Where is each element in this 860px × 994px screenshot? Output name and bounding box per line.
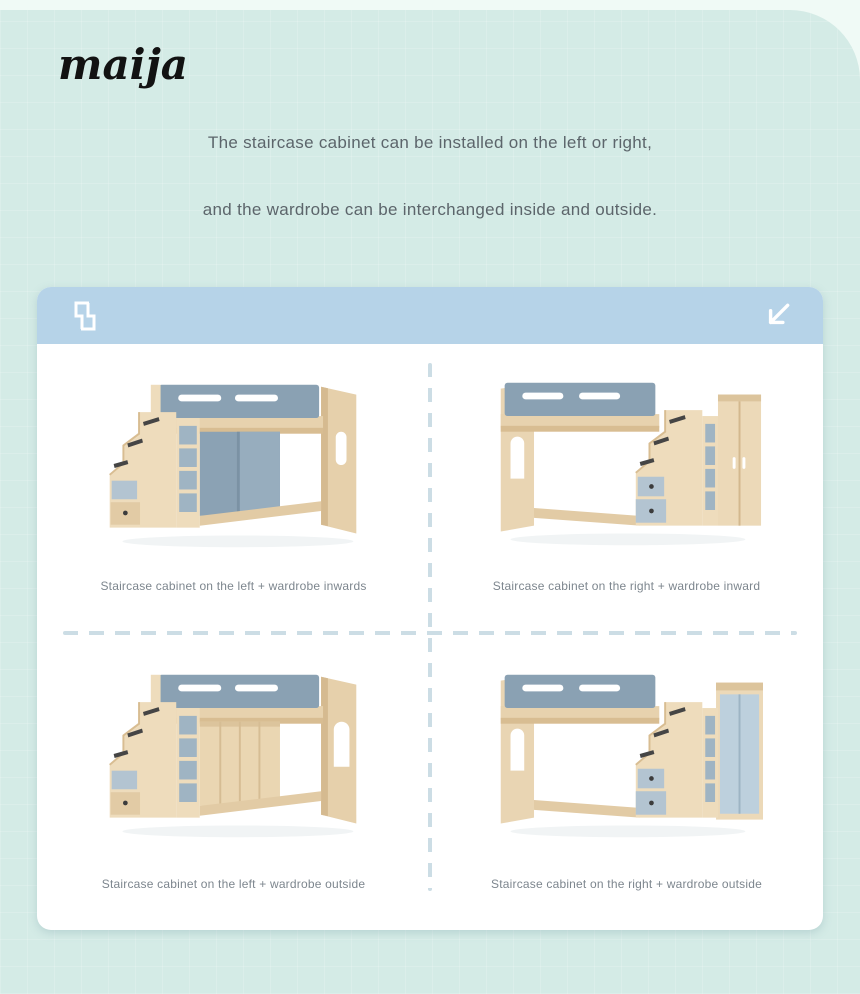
- horizontal-divider: [63, 631, 797, 635]
- intro-line-1: The staircase cabinet can be installed on the left or right,: [207, 133, 653, 152]
- furniture-stairs-right-wardrobe-inward: [489, 371, 763, 557]
- furniture-stairs-left-wardrobe-outside: [96, 663, 370, 849]
- vertical-divider: [428, 363, 432, 891]
- caption-bottom-left: Staircase cabinet on the left + wardrobe outside: [101, 877, 366, 891]
- swap-icon: [67, 299, 103, 333]
- product-card: [37, 287, 823, 930]
- caption-top-right: Staircase cabinet on the right + wardrobe inward: [492, 579, 761, 593]
- caption-bottom-right: Staircase cabinet on the right + wardrobe outside: [491, 877, 762, 891]
- intro-line-2: and the wardrobe can be interchanged inside and outside.: [202, 200, 658, 219]
- furniture-stairs-right-wardrobe-outside: [489, 663, 763, 849]
- furniture-stairs-left-wardrobe-inwards: [96, 373, 370, 559]
- card-header: [37, 287, 823, 344]
- brand-logo: maija: [58, 40, 189, 89]
- arrow-down-left-icon: [761, 300, 793, 332]
- caption-top-left: Staircase cabinet on the left + wardrobe inwards: [100, 579, 367, 593]
